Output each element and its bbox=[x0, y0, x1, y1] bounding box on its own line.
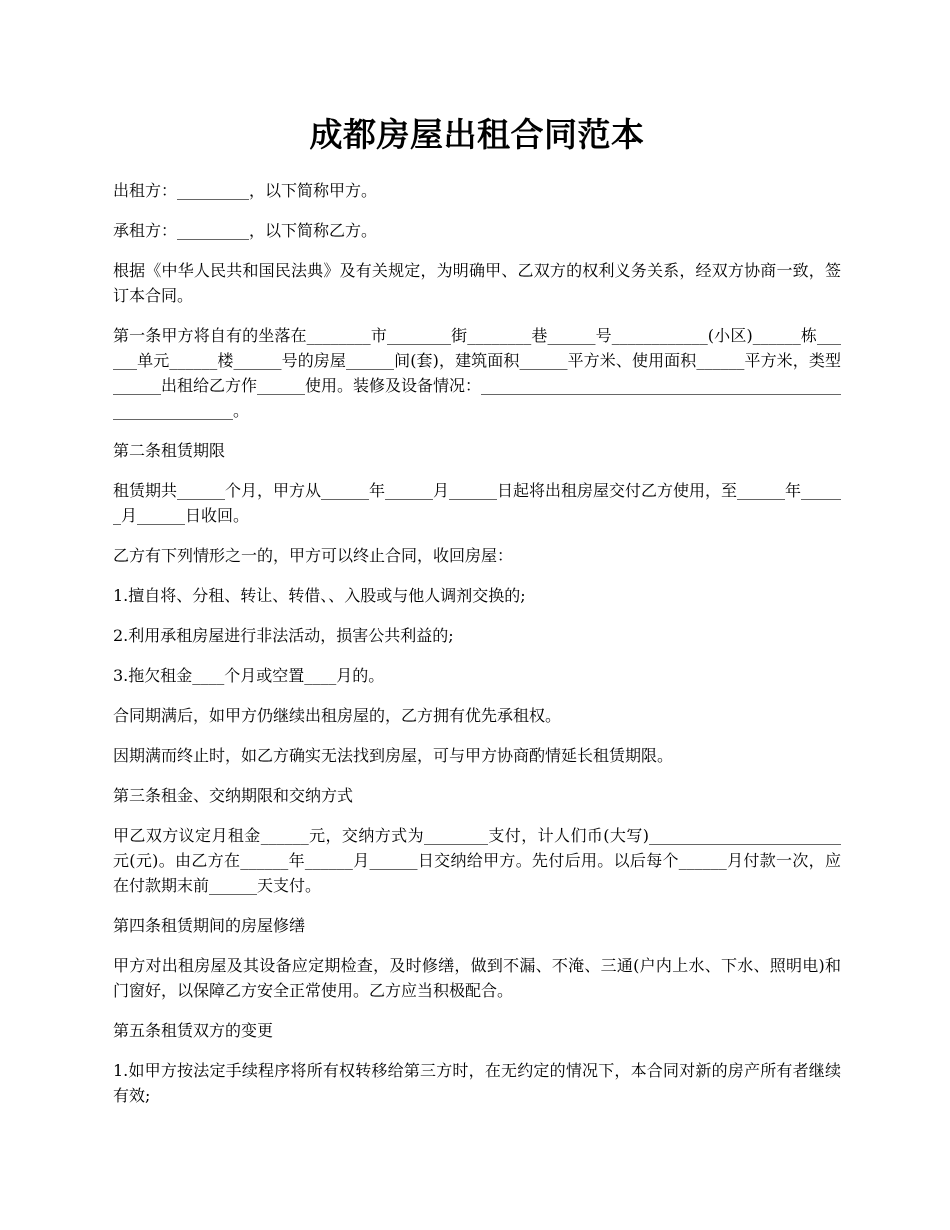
article-4-heading: 第四条租赁期间的房屋修缮 bbox=[113, 916, 306, 935]
termination-item-3: 3.拖欠租金____个月或空置____月的。 bbox=[113, 666, 385, 685]
party-lessor: 出租方：_________，以下简称甲方。 bbox=[113, 181, 378, 200]
renewal-priority: 合同期满后，如甲方仍继续出租房屋的，乙方拥有优先承租权。 bbox=[113, 706, 562, 725]
article-3-body: 甲乙双方议定月租金______元，交纳方式为________支付，计人们币(大写)________________________元(元)。由乙方在______年______月______日交纳给甲方。先付后用。以后每个______月付款一次，应在付款期末前______天支付。 bbox=[113, 826, 841, 895]
article-3-heading: 第三条租金、交纳期限和交纳方式 bbox=[113, 786, 354, 805]
extension-clause: 因期满而终止时，如乙方确实无法找到房屋，可与甲方协商酌情延长租赁期限。 bbox=[113, 746, 674, 765]
article-2-body: 租赁期共______个月，甲方从______年______月______日起将出租房屋交付乙方使用，至______年______月______日收回。 bbox=[113, 481, 842, 525]
article-5-heading: 第五条租赁双方的变更 bbox=[113, 1021, 274, 1040]
article-2-heading: 第二条租赁期限 bbox=[113, 441, 226, 460]
termination-item-2: 2.利用承租房屋进行非法活动，损害公共利益的; bbox=[113, 626, 454, 645]
termination-item-1: 1.擅自将、分租、转让、转借、、入股或与他人调剂交换的; bbox=[113, 586, 526, 605]
party-lessee: 承租方：_________，以下简称乙方。 bbox=[113, 221, 378, 240]
article-1-body: 第一条甲方将自有的坐落在________市________街________巷______号____________(小区)______栋______单元______楼______号的房屋______间(套)，建筑面积______平方米、使用面积______平方米，类型______出租给乙方作______使用。装修及设备情况：____________________________________________________________。 bbox=[113, 326, 842, 420]
preamble: 根据《中华人民共和国民法典》及有关规定，为明确甲、乙双方的权利义务关系，经双方协商一致，签订本合同。 bbox=[113, 261, 841, 305]
article-5-item-1: 1.如甲方按法定手续程序将所有权转移给第三方时，在无约定的情况下，本合同对新的房产所有者继续有效; bbox=[113, 1061, 841, 1105]
termination-intro: 乙方有下列情形之一的，甲方可以终止合同，收回房屋： bbox=[113, 546, 514, 565]
document-title: 成都房屋出租合同范本 bbox=[309, 115, 645, 154]
document-page bbox=[113, 110, 841, 1123]
article-4-body: 甲方对出租房屋及其设备应定期检查，及时修缮，做到不漏、不淹、三通(户内上水、下水、照明电)和门窗好，以保障乙方安全正常使用。乙方应当积极配合。 bbox=[113, 956, 841, 1000]
